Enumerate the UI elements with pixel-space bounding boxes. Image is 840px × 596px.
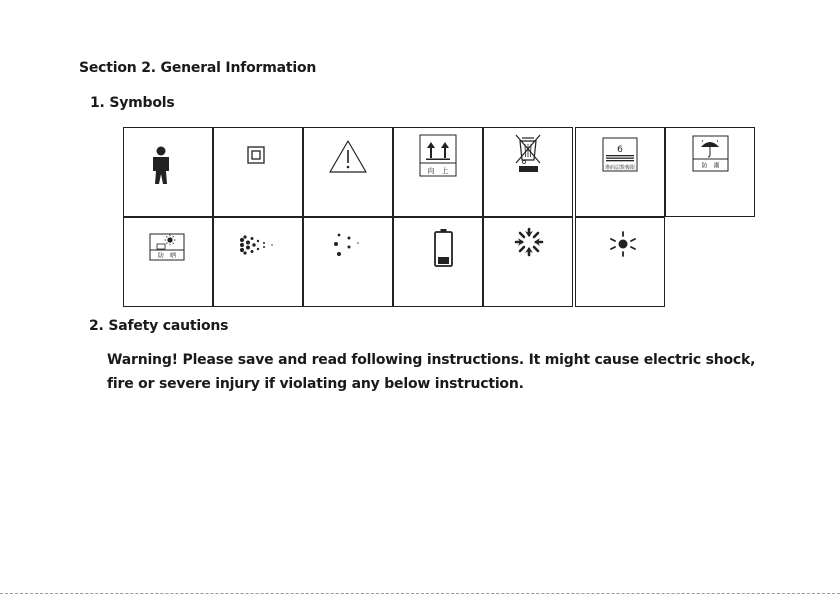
stacking-limit-icon (576, 128, 666, 218)
snowflake-icon (484, 218, 574, 308)
symbol-cell-class-ii (213, 127, 303, 217)
stacking-limit-label: 堆码层数极限 (604, 165, 636, 171)
umbrella-icon (666, 128, 756, 218)
safety-heading: 2. Safety cautions (89, 318, 229, 334)
crossed-bin-icon (484, 128, 574, 218)
sun-box-icon (124, 218, 214, 308)
symbol-cell-this-way-up (393, 127, 483, 217)
page-bottom-rule (0, 593, 840, 594)
warning-triangle-icon (304, 128, 394, 218)
warning-line-1: Warning! Please save and read following instructions. It might cause electric shock, (107, 352, 756, 368)
this-way-up-label: 向 上 (427, 167, 449, 175)
warning-line-2: fire or severe injury if violating any below instruction. (107, 376, 524, 392)
symbol-cell-keep-dry (665, 127, 755, 217)
symbol-cell-spray-small (303, 217, 393, 307)
spray-icon (214, 218, 304, 308)
warning-paragraph (107, 348, 755, 396)
symbol-cell-spray-large (213, 217, 303, 307)
keep-from-sun-label: 防 晒 (157, 252, 177, 260)
section-title: Section 2. General Information (79, 60, 317, 76)
symbol-cell-stacking-limit (575, 127, 665, 217)
double-square-icon (214, 128, 304, 218)
symbol-cell-weee (483, 127, 573, 217)
symbol-cell-keep-from-sun (123, 217, 213, 307)
symbols-heading: 1. Symbols (90, 95, 175, 111)
symbol-cell-battery (393, 217, 483, 307)
this-way-up-icon (394, 128, 484, 218)
person-icon (124, 128, 214, 218)
spray-small-icon (304, 218, 394, 308)
stacking-limit-number: 6 (617, 145, 623, 155)
sun-icon (576, 218, 666, 308)
symbol-cell-caution (303, 127, 393, 217)
symbol-cell-cold (483, 217, 573, 307)
keep-dry-label: 防 潮 (701, 162, 720, 170)
symbol-cell-applied-part (123, 127, 213, 217)
battery-icon (394, 218, 484, 308)
symbol-cell-light (575, 217, 665, 307)
